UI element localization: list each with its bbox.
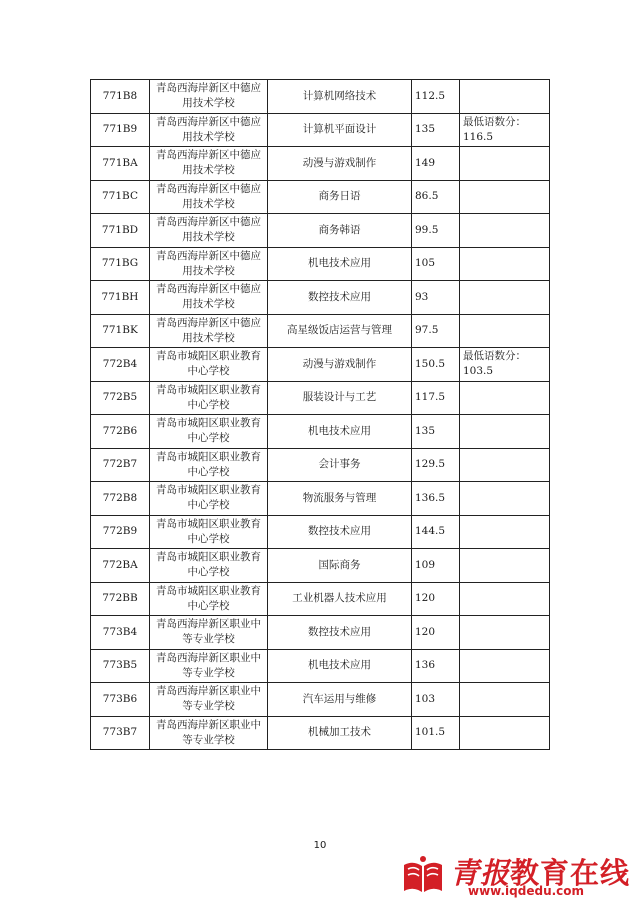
cell-major: 数控技术应用 (268, 515, 412, 549)
cell-school: 青岛西海岸新区中德应用技术学校 (150, 214, 268, 248)
cell-major: 高星级饭店运营与管理 (268, 314, 412, 348)
table-row (91, 113, 550, 147)
cell-score: 129.5 (412, 448, 460, 482)
table-row (91, 147, 550, 181)
cell-code: 771BG (91, 247, 150, 281)
logo-title-brush: 青报 (450, 856, 511, 890)
cell-major: 机电技术应用 (268, 247, 412, 281)
cell-school: 青岛西海岸新区职业中等专业学校 (150, 616, 268, 650)
cell-note: 最低语数分：103.5 (460, 348, 550, 382)
cell-school: 青岛市城阳区职业教育中心学校 (150, 515, 268, 549)
table-row (91, 683, 550, 717)
cell-major: 计算机平面设计 (268, 113, 412, 147)
cell-code: 771BA (91, 147, 150, 181)
cell-school: 青岛西海岸新区中德应用技术学校 (150, 147, 268, 181)
cell-major: 数控技术应用 (268, 281, 412, 315)
cell-score: 117.5 (412, 381, 460, 415)
cell-school: 青岛西海岸新区职业中等专业学校 (150, 649, 268, 683)
table-row (91, 214, 550, 248)
cell-score: 150.5 (412, 348, 460, 382)
table-row (91, 415, 550, 449)
cell-school: 青岛市城阳区职业教育中心学校 (150, 482, 268, 516)
table-row (91, 281, 550, 315)
cell-note (460, 649, 550, 683)
cell-school: 青岛市城阳区职业教育中心学校 (150, 415, 268, 449)
cell-note (460, 683, 550, 717)
cell-code: 772B6 (91, 415, 150, 449)
cell-note (460, 281, 550, 315)
cell-note (460, 80, 550, 114)
cell-score: 93 (412, 281, 460, 315)
cell-note (460, 515, 550, 549)
cell-score: 135 (412, 113, 460, 147)
cell-code: 771BC (91, 180, 150, 214)
cell-code: 772BA (91, 549, 150, 583)
cell-score: 105 (412, 247, 460, 281)
cell-code: 771B8 (91, 80, 150, 114)
cell-code: 772B9 (91, 515, 150, 549)
cell-score: 103 (412, 683, 460, 717)
cell-note (460, 716, 550, 750)
cell-score: 112.5 (412, 80, 460, 114)
cell-code: 773B6 (91, 683, 150, 717)
page-number: 10 (313, 840, 327, 851)
cell-code: 772B7 (91, 448, 150, 482)
cell-major: 物流服务与管理 (268, 482, 412, 516)
cell-score: 101.5 (412, 716, 460, 750)
brand-logo[interactable] (400, 851, 636, 901)
cell-major: 商务日语 (268, 180, 412, 214)
cell-code: 771BK (91, 314, 150, 348)
cell-school: 青岛市城阳区职业教育中心学校 (150, 348, 268, 382)
cell-code: 771BD (91, 214, 150, 248)
open-book-icon (400, 853, 446, 897)
cell-note (460, 381, 550, 415)
cell-school: 青岛西海岸新区中德应用技术学校 (150, 314, 268, 348)
cell-score: 86.5 (412, 180, 460, 214)
table-row (91, 314, 550, 348)
cell-score: 120 (412, 616, 460, 650)
cell-note: 最低语数分：116.5 (460, 113, 550, 147)
cell-code: 772B4 (91, 348, 150, 382)
cell-code: 771BH (91, 281, 150, 315)
cell-note (460, 549, 550, 583)
table-row (91, 515, 550, 549)
cell-note (460, 448, 550, 482)
admission-score-table (90, 79, 550, 750)
cell-school: 青岛西海岸新区职业中等专业学校 (150, 683, 268, 717)
table-row (91, 247, 550, 281)
cell-score: 136 (412, 649, 460, 683)
cell-school: 青岛西海岸新区中德应用技术学校 (150, 281, 268, 315)
table-row (91, 381, 550, 415)
table-row (91, 549, 550, 583)
cell-school: 青岛市城阳区职业教育中心学校 (150, 448, 268, 482)
cell-school: 青岛西海岸新区中德应用技术学校 (150, 180, 268, 214)
cell-major: 数控技术应用 (268, 616, 412, 650)
cell-major: 机电技术应用 (268, 649, 412, 683)
cell-school: 青岛西海岸新区中德应用技术学校 (150, 247, 268, 281)
cell-note (460, 147, 550, 181)
cell-score: 109 (412, 549, 460, 583)
cell-major: 服装设计与工艺 (268, 381, 412, 415)
table-row (91, 80, 550, 114)
table-row (91, 482, 550, 516)
cell-score: 120 (412, 582, 460, 616)
cell-code: 772BB (91, 582, 150, 616)
table-row (91, 348, 550, 382)
cell-code: 773B5 (91, 649, 150, 683)
cell-note (460, 415, 550, 449)
cell-school: 青岛西海岸新区中德应用技术学校 (150, 113, 268, 147)
cell-school: 青岛西海岸新区职业中等专业学校 (150, 716, 268, 750)
cell-major: 商务韩语 (268, 214, 412, 248)
cell-major: 工业机器人技术应用 (268, 582, 412, 616)
cell-code: 773B4 (91, 616, 150, 650)
cell-note (460, 180, 550, 214)
cell-major: 计算机网络技术 (268, 80, 412, 114)
cell-school: 青岛市城阳区职业教育中心学校 (150, 582, 268, 616)
cell-score: 149 (412, 147, 460, 181)
cell-code: 772B5 (91, 381, 150, 415)
cell-note (460, 314, 550, 348)
cell-major: 动漫与游戏制作 (268, 147, 412, 181)
table-row (91, 448, 550, 482)
cell-major: 汽车运用与维修 (268, 683, 412, 717)
cell-score: 144.5 (412, 515, 460, 549)
cell-school: 青岛市城阳区职业教育中心学校 (150, 381, 268, 415)
logo-url[interactable]: www.iqdedu.com (468, 884, 585, 898)
cell-score: 135 (412, 415, 460, 449)
cell-note (460, 582, 550, 616)
cell-major: 会计事务 (268, 448, 412, 482)
cell-major: 机电技术应用 (268, 415, 412, 449)
table-row (91, 180, 550, 214)
cell-score: 136.5 (412, 482, 460, 516)
cell-note (460, 247, 550, 281)
cell-code: 773B7 (91, 716, 150, 750)
cell-note (460, 482, 550, 516)
logo-title-text: 教育在线 (510, 856, 631, 890)
cell-school: 青岛西海岸新区中德应用技术学校 (150, 80, 268, 114)
cell-code: 771B9 (91, 113, 150, 147)
cell-major: 国际商务 (268, 549, 412, 583)
cell-code: 772B8 (91, 482, 150, 516)
cell-note (460, 616, 550, 650)
table-row (91, 716, 550, 750)
table-row (91, 616, 550, 650)
cell-major: 动漫与游戏制作 (268, 348, 412, 382)
table-row (91, 582, 550, 616)
table-row (91, 649, 550, 683)
cell-major: 机械加工技术 (268, 716, 412, 750)
cell-note (460, 214, 550, 248)
cell-score: 99.5 (412, 214, 460, 248)
cell-score: 97.5 (412, 314, 460, 348)
table-body (91, 80, 550, 750)
cell-school: 青岛市城阳区职业教育中心学校 (150, 549, 268, 583)
